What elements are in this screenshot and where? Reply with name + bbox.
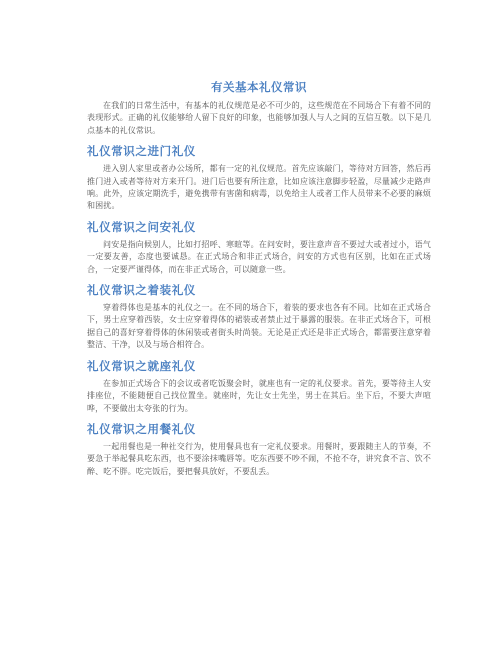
section-body: 穿着得体也是基本的礼仪之一。在不同的场合下，着装的要求也各有不同。比如在正式场合下，男士应穿着西装，女士应穿着得体的裙装或者禁止过于暴露的服装。在非正式场合下，可根据自己的喜好穿着得体的休闲装或者街头时尚装。无论是正式还是非正式场合，都需要注意穿着整洁、干净，以及与场合相符合。 (87, 303, 431, 350)
intro-paragraph: 在我们的日常生活中，有基本的礼仪规范是必不可少的，这些规范在不同场合下有着不同的表现形式。正确的礼仪能够给人留下良好的印象，也能够加强人与人之间的互信互敬。以下是几点基本的礼仪常识。 (87, 101, 431, 135)
section-body: 在参加正式场合下的会议或者吃饭聚会时，就座也有一定的礼仪要求。首先，要等待主人安排座位，不能随便自己找位置坐。就座时，先让女士先坐，男士在其后。坐下后，不要大声喧哗，不要做出太夸张的行为。 (87, 378, 431, 413)
section-seating (87, 359, 431, 415)
section-heading: 礼仪常识之问安礼仪 (87, 219, 196, 234)
section-heading: 礼仪常识之着装礼仪 (87, 283, 196, 298)
document-title: 有关基本礼仪常识 (211, 80, 307, 94)
section-body: 问安是指向候别人，比如打招呼、寒暄等。在问安时，要注意声音不要过大或者过小，语气一定要友善，态度也要诚恳。在正式场合和非正式场合，问安的方式也有区别，比如在正式场合，一定要严谨得体，而在非正式场合，可以随意一些。 (87, 239, 431, 274)
section-dress (87, 283, 431, 352)
section-dining (87, 422, 431, 478)
section-heading: 礼仪常识之进门礼仪 (87, 144, 196, 159)
section-body: 进入别人家里或者办公场所，都有一定的礼仪规范。首先应该敲门，等待对方回答，然后再推门进入或者等待对方来开门。进门后也要有所注意，比如应该注意脚步轻盈，尽量减少走路声响。此外，应该定期洗手，避免携带有害菌和病毒，以免给主人或者工作人员带来不必要的麻烦和困扰。 (87, 164, 431, 211)
section-heading: 礼仪常识之用餐礼仪 (87, 421, 196, 436)
section-greeting (87, 220, 431, 276)
section-entering (87, 144, 431, 213)
section-body: 一起用餐也是一种社交行为，使用餐具也有一定礼仪要求。用餐时，要跟随主人的节奏，不要急于举起餐具吃东西，也不要涂抹嘴唇等。吃东西要不吵不闹，不抢不夺，讲究食不言、饮不醉、吃不胖。吃完饭后，要把餐具放好，不要乱丢。 (87, 441, 431, 476)
section-heading: 礼仪常识之就座礼仪 (87, 358, 196, 373)
document-page (87, 80, 431, 478)
